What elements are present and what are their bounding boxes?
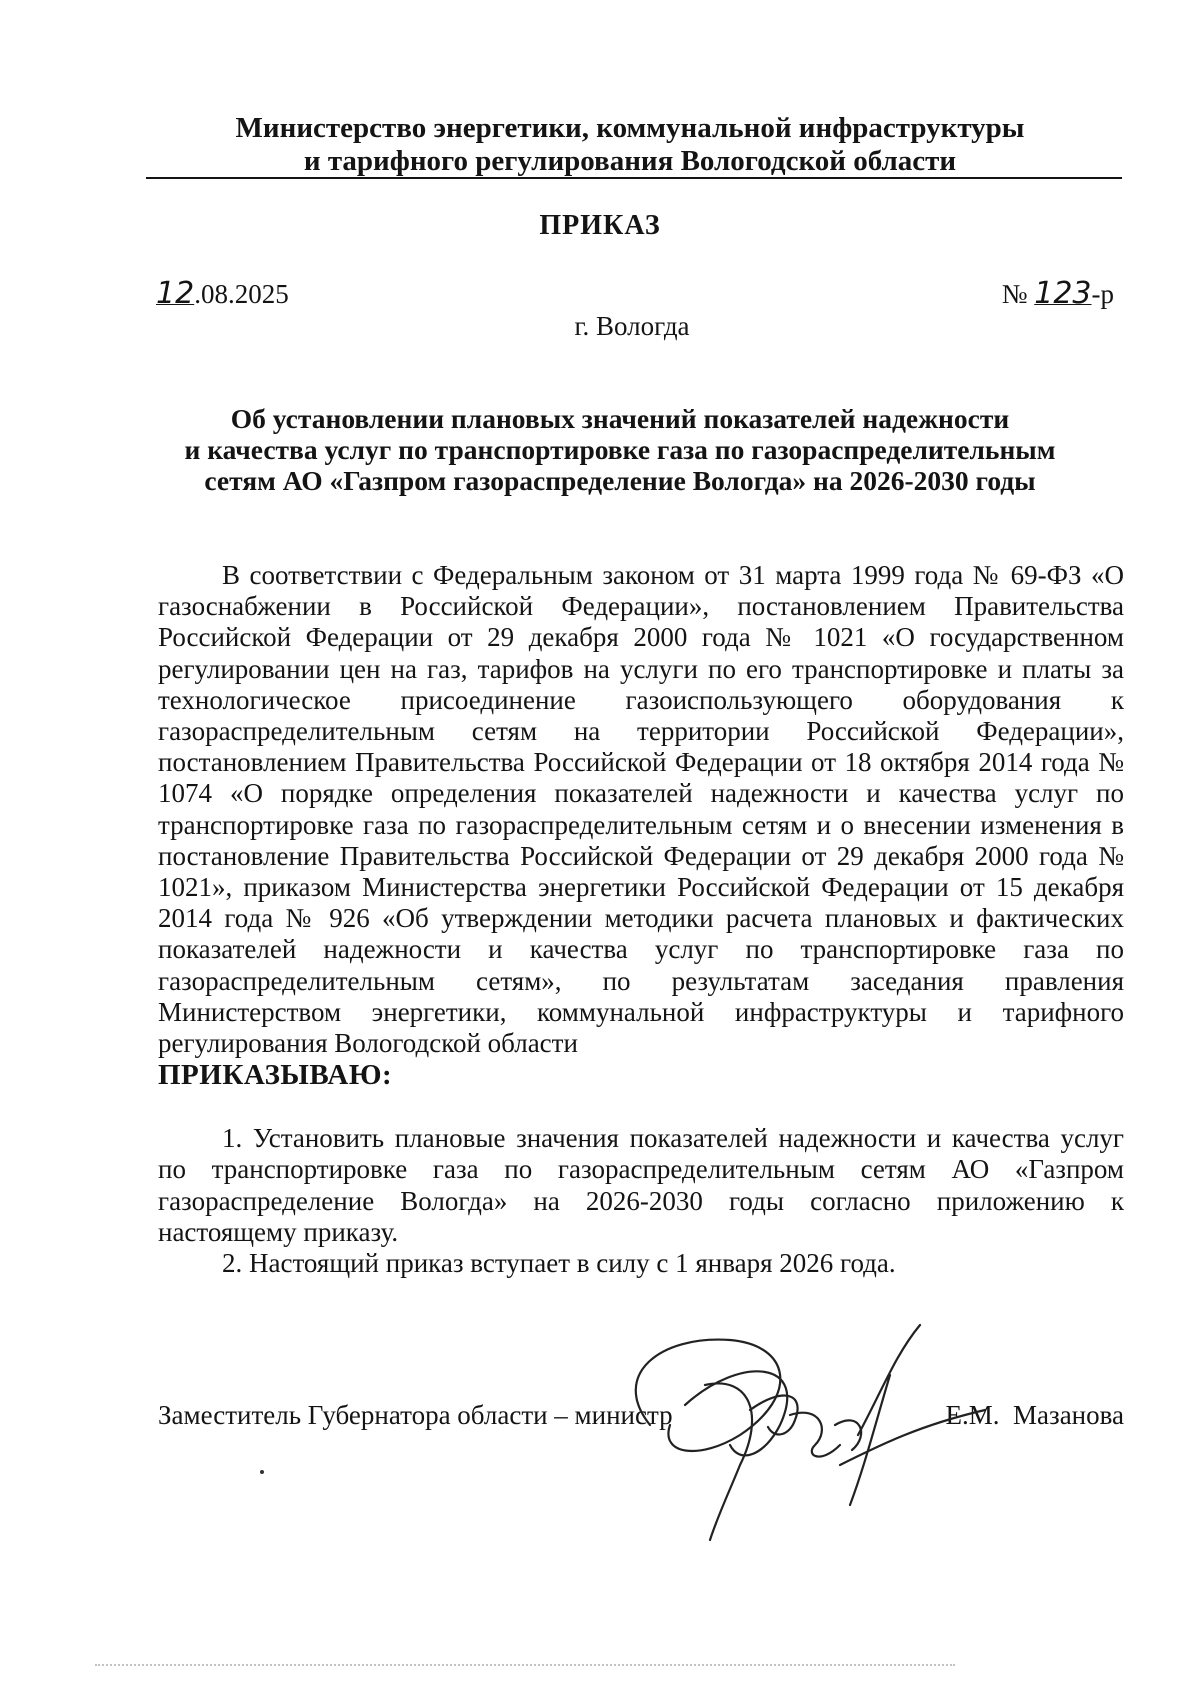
scan-artifact-line <box>95 1664 955 1670</box>
order-date-month-year: .08.2025 <box>194 279 289 309</box>
order-title-line-1: Об установлении плановых значений показателей надежности <box>230 403 1010 434</box>
preamble-paragraph: В соответствии с Федеральным законом от 31 марта 1999 года № 69-ФЗ «О газоснабжении в Российской Федерации», постановлением Правительства Российской Федерации от 29 декабря 2000 года № 1021 «О государственном регулировании цен на газ, тарифов на услуги по его транспортировке и платы за технологическое присоединение газоиспользующего оборудования к газораспределительным сетям на территории Российской Федерации», постановлением Правительства Российской Федерации от 18 октября 2014 года № 1074 «О порядке определения показателей надежности и качества услуг по транспортировке газа по газораспределительным сетям и о внесении изменения в постановление Правительства Российской Федерации от 29 декабря 2000 года № 1021», приказом Министерства энергетики Российской Федерации от 15 декабря 2014 года № 926 «Об утверждении методики расчета плановых и фактических показателей надежности и качества услуг по транспортировке газа по газораспределительным сетям», по результатам заседания правления Министерством энергетики, коммунальной инфраструктуры и тарифного регулирования Вологодской области <box>158 560 1124 1059</box>
order-number-value: 123 <box>1034 276 1092 311</box>
order-number-prefix: № <box>1001 279 1035 309</box>
ministry-header <box>140 112 1120 178</box>
document-type: ПРИКАЗ <box>539 210 661 241</box>
order-number-suffix: -р <box>1091 279 1114 309</box>
header-divider <box>146 177 1122 179</box>
ministry-header-line-1: Министерство энергетики, коммунальной инфраструктуры <box>235 112 1025 144</box>
order-title-line-2: и качества услуг по транспортировке газа по газораспределительным <box>184 434 1056 465</box>
signatory-name: Е.М. Мазанова <box>945 1400 1124 1430</box>
order-items <box>158 1123 1124 1279</box>
order-item-2: 2. Настоящий приказ вступает в силу с 1 января 2026 года. <box>222 1248 896 1279</box>
handwritten-signature <box>590 1315 990 1545</box>
order-title <box>160 403 1080 496</box>
order-item-1: 1. Установить плановые значения показателей надежности и качества услуг по транспортировке газа по газораспределительным сетям АО «Газпром газораспределение Вологда» на 2026-2030 годы согласно приложению к настоящему приказу. <box>158 1123 1124 1247</box>
order-number <box>1002 276 1114 311</box>
signatory-role: Заместитель Губернатора области – министр <box>158 1400 673 1430</box>
scan-speck <box>260 1470 264 1474</box>
order-title-line-3: сетям АО «Газпром газораспределение Вологда» на 2026-2030 годы <box>204 465 1036 496</box>
order-directive: ПРИКАЗЫВАЮ: <box>158 1059 393 1092</box>
order-date <box>156 276 289 311</box>
order-date-day: 12 <box>156 276 195 311</box>
order-body <box>158 560 1124 1279</box>
ministry-header-line-2: и тарифного регулирования Вологодской области <box>303 145 957 177</box>
order-city: г. Вологда <box>574 311 690 341</box>
